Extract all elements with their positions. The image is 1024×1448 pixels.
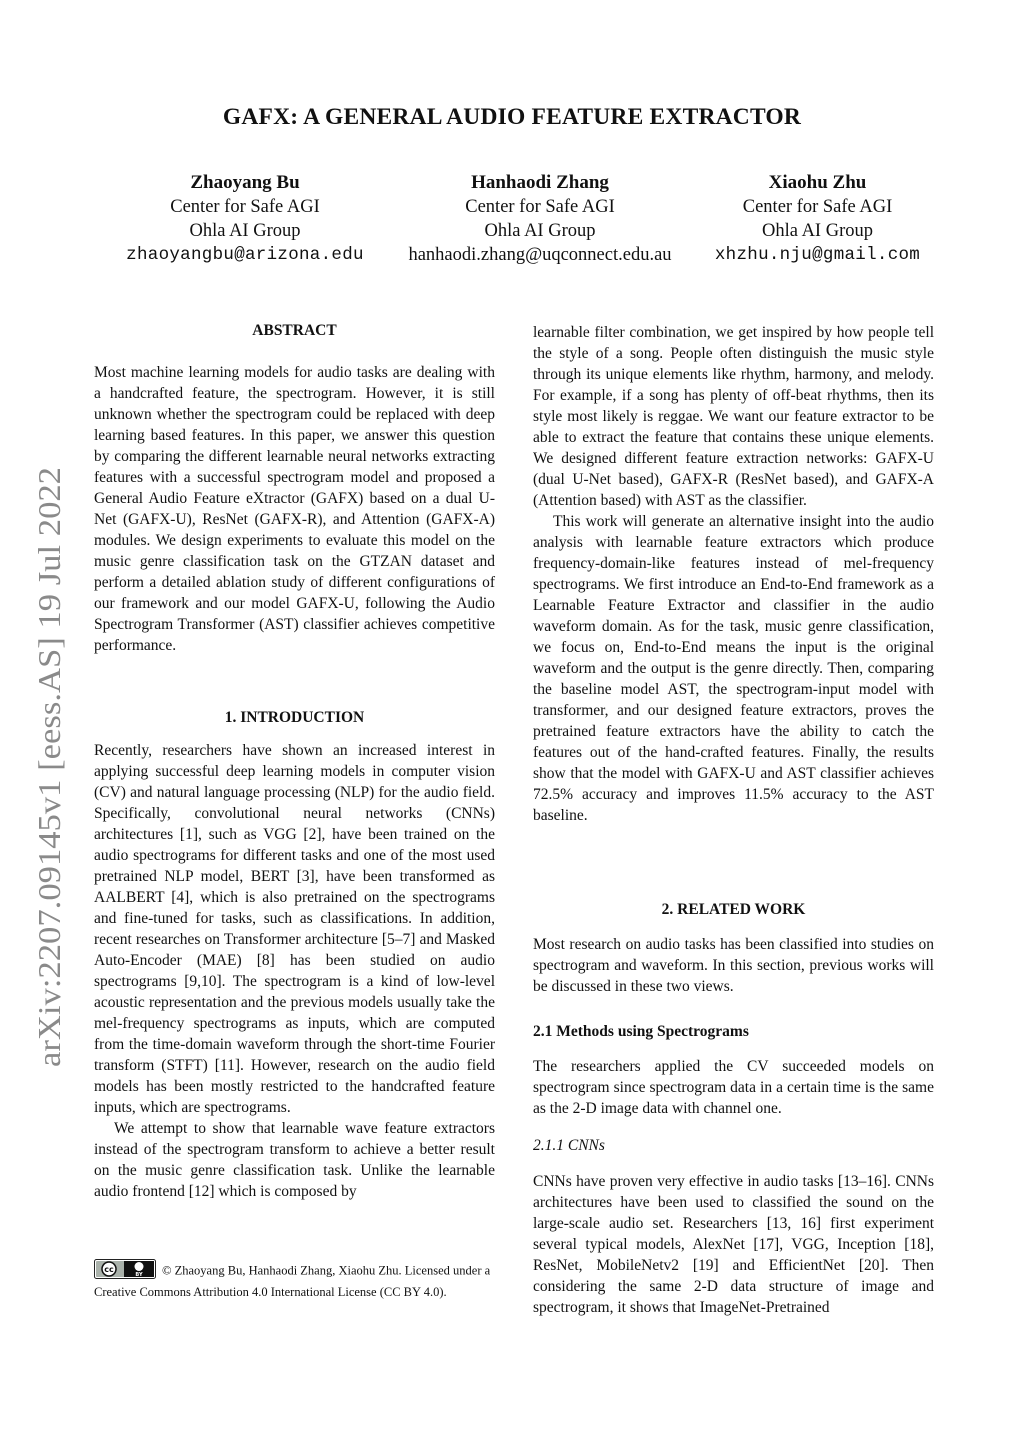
author-group: Ohla AI Group xyxy=(762,221,873,241)
abstract-text xyxy=(94,362,495,656)
author-block xyxy=(395,171,685,267)
license-text: © Zhaoyang Bu, Hanhaodi Zhang, Xiaohu Zhu. Licensed under a Creative Commons Attribution 4.0 International License (CC BY 4.0). xyxy=(94,1263,491,1299)
related-work-heading: 2. RELATED WORK xyxy=(661,901,806,918)
cnns-paragraph: CNNs have proven very effective in audio tasks [13–16]. CNNs architectures have been used to classified the sound on the large-scale audio set. Researchers [13, 16] first experiment several typical models, AlexNet [17], VGG, Inception [18], ResNet, MobileNetv2 [19] and EfficientNet [20]. Then considering the same 2-D data structure of image and spectrogram, it shows that ImageNet-Pretrained xyxy=(533,1173,934,1316)
paper-title: GAFX: A GENERAL AUDIO FEATURE EXTRACTOR xyxy=(222,104,802,130)
author-affiliation: Center for Safe AGI xyxy=(170,197,320,217)
intro-paragraph-2-continued: learnable filter combination, we get inspired by how people tell the style of a song. People often distinguish the music style through its unique elements like rhythm, harmony, and melody. For example, if a song has plenty of off-beat rhythms, then its style most likely is reggae. We want our feature extractor to be able to extract the feature that contains these unique elements. We designed different feature extraction networks: GAFX-U (dual U-Net based), GAFX-R (ResNet based), and GAFX-A (Attention based) with AST as the classifier. xyxy=(533,324,934,509)
author-email[interactable]: hanhaodi.zhang@uqconnect.edu.au xyxy=(408,245,672,265)
by-badge-label: BY xyxy=(135,1272,143,1278)
introduction-heading: 1. INTRODUCTION xyxy=(224,709,365,726)
cc-by-badge-icon xyxy=(94,1259,156,1284)
author-email[interactable]: xhzhu.nju@gmail.com xyxy=(714,245,921,265)
arxiv-stamp xyxy=(24,455,72,1080)
subsection-heading-spectrograms: 2.1 Methods using Spectrograms xyxy=(533,1023,749,1040)
intro-paragraph-1: Recently, researchers have shown an increased interest in applying successful deep learning models in computer vision (CV) and natural language processing (NLP) for the audio field. Specifically, convolutional neural networks (CNNs) architectures [1], such as VGG [2], have been trained on the audio spectrograms for different tasks and one of the most used pretrained NLP model, BERT [3], have been transformed as AALBERT [4], which is also pretrained on the spectrograms and fine-tuned for tasks, such as classifications. In addition, recent researches on Transformer architecture [5–7] and Masked Auto-Encoder (MAE) [8] has been studied on audio spectrograms [9,10]. The spectrogram is a kind of low-level acoustic representation and the previous models usually take the mel-frequency spectrograms as inputs, which are computed from the time-domain waveform through the short-time Fourier transform (STFT) [11]. However, research on the audio field models has been mostly restricted to the handcrafted feature inputs, which are spectrograms. xyxy=(94,742,495,1116)
author-email[interactable]: zhaoyangbu@arizona.edu xyxy=(126,245,364,265)
abstract-heading: ABSTRACT xyxy=(252,322,337,339)
arxiv-id: arXiv:2207.09145v1 [eess.AS] 19 Jul 2022 xyxy=(32,521,67,1067)
spectrograms-text xyxy=(533,1056,934,1119)
author-block xyxy=(105,171,385,267)
author-group: Ohla AI Group xyxy=(189,221,301,241)
author-name: Zhaoyang Bu xyxy=(190,172,300,193)
intro-continued-text xyxy=(533,322,934,826)
license-footnote xyxy=(94,1259,495,1301)
introduction-text xyxy=(94,740,495,1202)
author-group: Ohla AI Group xyxy=(484,221,596,241)
related-work-text xyxy=(533,934,934,997)
subsubsection-heading-cnns: 2.1.1 CNNs xyxy=(533,1137,605,1154)
cc-badge-label: cc xyxy=(104,1265,114,1274)
author-name: Hanhaodi Zhang xyxy=(471,172,609,193)
intro-paragraph-2: We attempt to show that learnable wave feature extractors instead of the spectrogram transform to achieve a better result on the music genre classification task. Unlike the learnable audio frontend [12] which is composed by xyxy=(94,1120,495,1200)
author-affiliation: Center for Safe AGI xyxy=(742,197,893,217)
cnns-text xyxy=(533,1171,934,1318)
spectrograms-paragraph: The researchers applied the CV succeeded models on spectrogram since spectrogram data in a certain time is the same as the 2-D image data with channel one. xyxy=(533,1058,934,1117)
related-work-paragraph: Most research on audio tasks has been classified into studies on spectrogram and waveform. In this section, previous works will be discussed in these two views. xyxy=(533,936,934,995)
author-name: Xiaohu Zhu xyxy=(768,172,867,193)
author-block xyxy=(695,171,940,267)
intro-paragraph-3: This work will generate an alternative insight into the audio analysis with learnable feature extractors which produce frequency-domain-like features instead of mel-frequency spectrograms. We first introduce an End-to-End framework as a Learnable Feature Extractor and classifier in the audio waveform domain. As for the task, music genre classification, we focus on, End-to-End means the input is the original waveform and the output is the genre directly. Then, comparing the baseline model AST, the spectrogram-input model with transformer, and our designed feature extractors, proves the pretrained feature extractors have the ability to catch the features out of the hand-crafted features. Finally, the results show that the model with GAFX-U and AST classifier achieves 72.5% accuracy and improves 11.5% accuracy to the AST baseline. xyxy=(533,513,934,824)
author-affiliation: Center for Safe AGI xyxy=(465,197,615,217)
abstract-paragraph: Most machine learning models for audio tasks are dealing with a handcrafted feature, the spectrogram. However, it is still unknown whether the spectrogram could be replaced with deep learning based features. In this paper, we answer this question by comparing the different learnable neural networks extracting features with a successful spectrogram model and proposed a General Audio Feature eXtractor (GAFX) based on a dual U-Net (GAFX-U), ResNet (GAFX-R), and Attention (GAFX-A) modules. We design experiments to evaluate this model on the music genre classification task on the GTZAN dataset and perform a detailed ablation study of different configurations of our framework and our model GAFX-U, following the Audio Spectrogram Transformer (AST) classifier achieves competitive performance. xyxy=(94,364,495,654)
